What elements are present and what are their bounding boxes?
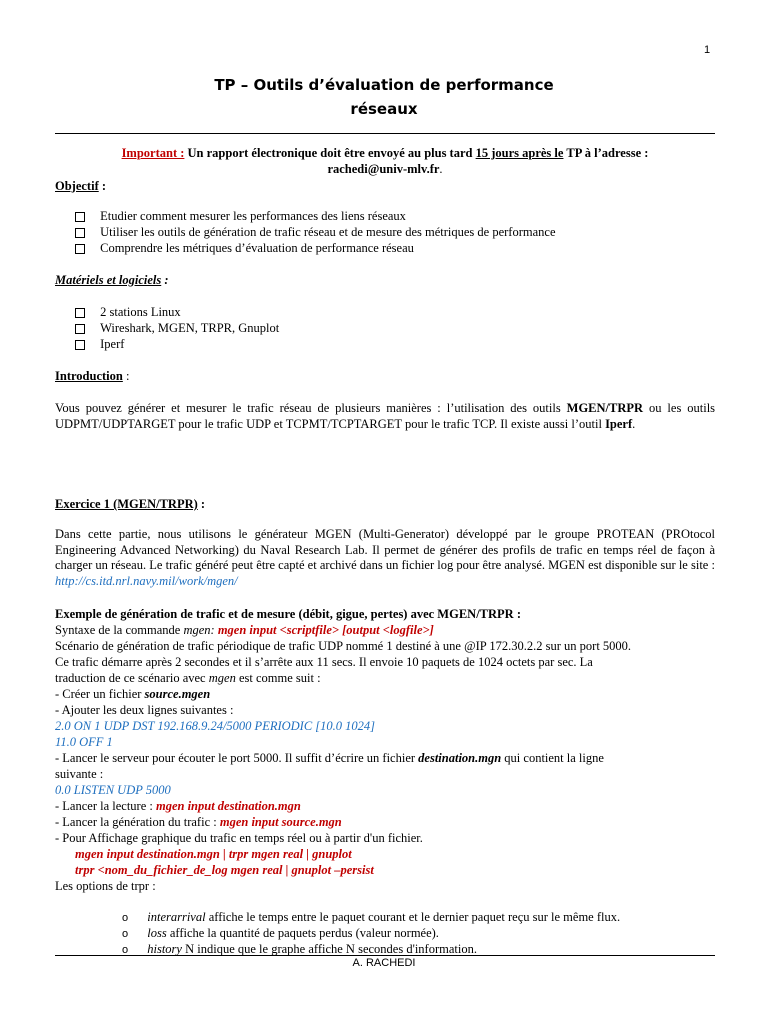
important-text-2: TP à l’adresse : [566,146,649,160]
important-label: Important : [121,146,185,160]
objectif-heading: Objectif : [55,179,107,193]
checkbox-icon [75,340,85,350]
add-lines-line: - Ajouter les deux lignes suivantes : [55,703,234,717]
page-number: 1 [704,44,711,56]
checkbox-icon [75,212,85,222]
important-line [55,146,715,161]
materiels-item: Wireshark, MGEN, TRPR, Gnuplot [75,321,279,336]
footer-author: A. RACHEDI [352,957,416,969]
generate-line: - Lancer la génération du trafic : mgen input source.mgn [55,815,342,829]
exemple-heading: Exemple de génération de trafic et de mesure (débit, gigue, pertes) avec MGEN/TRPR : [55,607,521,621]
server-line-1: - Lancer le serveur pour écouter le port 5000. Il suffit d’écrire un fichier destination.mgn qui contient la ligne [55,751,604,765]
scenario-line-2: Ce trafic démarre après 2 secondes et il s’arrête aux 11 secs. Il envoie 10 paquets de 1024 octets par sec. La [55,655,593,669]
code-line-2: 11.0 OFF 1 [55,735,113,749]
checkbox-icon [75,228,85,238]
checkbox-icon [75,324,85,334]
scenario-line-1: Scénario de génération de trafic périodique de trafic UDP nommé 1 destiné à une @IP 172.30.2.2 sur un port 5000. [55,639,632,653]
important-deadline: 15 jours après le [475,146,564,160]
introduction-heading: Introduction : [55,369,130,383]
read-line: - Lancer la lecture : mgen input destination.mgn [55,799,301,813]
checkbox-icon [75,308,85,318]
bullet-icon: o [122,928,129,940]
server-line-2: suivante : [55,767,104,781]
code-line-3: 0.0 LISTEN UDP 5000 [55,783,171,797]
exercice1-heading: Exercice 1 (MGEN/TRPR) : [55,497,206,511]
bullet-icon: o [122,944,129,956]
objectif-item: Comprendre les métriques d’évaluation de performance réseau [75,241,414,256]
title-line-2: réseaux [350,100,418,118]
checkbox-icon [75,244,85,254]
bullet-icon: o [122,912,129,924]
objectif-item: Utiliser les outils de génération de trafic réseau et de mesure des métriques de performance [75,225,556,240]
options-label: Les options de trpr : [55,879,156,893]
materiels-item: Iperf [75,337,124,352]
mgen-site-link[interactable]: http://cs.itd.nrl.navy.mil/work/mgen/ [55,573,238,588]
code-line-1: 2.0 ON 1 UDP DST 192.168.9.24/5000 PERIODIC [10.0 1024] [55,719,376,733]
exercice1-paragraph: Dans cette partie, nous utilisons le générateur MGEN (Multi-Generator) développé par le groupe PROTEAN (PROtocol Engineering Advanced Networking) du Naval Research Lab. Il permet de générer des profils de trafic en temps réel de façon à charger un réseau. Le trafic généré peut être capté et archivé dans un fichier log pour être analysé. MGEN est disponible sur le site : http://cs.itd.nrl.navy.mil/work/mgen/ [55,527,715,588]
graph-command-2: trpr <nom_du_fichier_de_log mgen real | gnuplot –persist [75,863,374,877]
title-line-1: TP – Outils d’évaluation de performance [214,76,554,94]
materiels-heading: Matériels et logiciels : [55,273,169,287]
important-email-line: rachedi@univ-mlv.fr. [327,162,443,176]
graph-command-1: mgen input destination.mgn | trpr mgen real | gnuplot [75,847,352,861]
important-email[interactable]: rachedi@univ-mlv.fr [327,162,440,176]
footer-divider [55,955,715,956]
graph-line: - Pour Affichage graphique du trafic en temps réel ou à partir d'un fichier. [55,831,423,845]
header-divider [55,133,715,134]
option-item: o loss affiche la quantité de paquets perdus (valeur normée). [122,926,439,940]
objectif-item: Etudier comment mesurer les performances des liens réseaux [75,209,406,224]
materiels-item: 2 stations Linux [75,305,181,320]
syntax-line: Syntaxe de la commande mgen: mgen input <scriptfile> [output <logfile>] [55,623,434,637]
introduction-paragraph: Vous pouvez générer et mesurer le trafic réseau de plusieurs manières : l’utilisation des outils MGEN/TRPR ou les outils UDPMT/UDPTARGET pour le trafic UDP et TCPMT/TCPTARGET pour le trafic TCP. Il existe aussi l’outil Iperf. [55,401,716,431]
important-text-1: Un rapport électronique doit être envoyé au plus tard [187,146,473,160]
option-item: o history N indique que le graphe affiche N secondes d'information. [122,942,477,956]
scenario-line-3: traduction de ce scénario avec mgen est comme suit : [55,671,321,685]
option-item: o interarrival affiche le temps entre le paquet courant et le dernier paquet reçu sur le même flux. [122,910,621,924]
create-file-line: - Créer un fichier source.mgen [55,687,211,701]
